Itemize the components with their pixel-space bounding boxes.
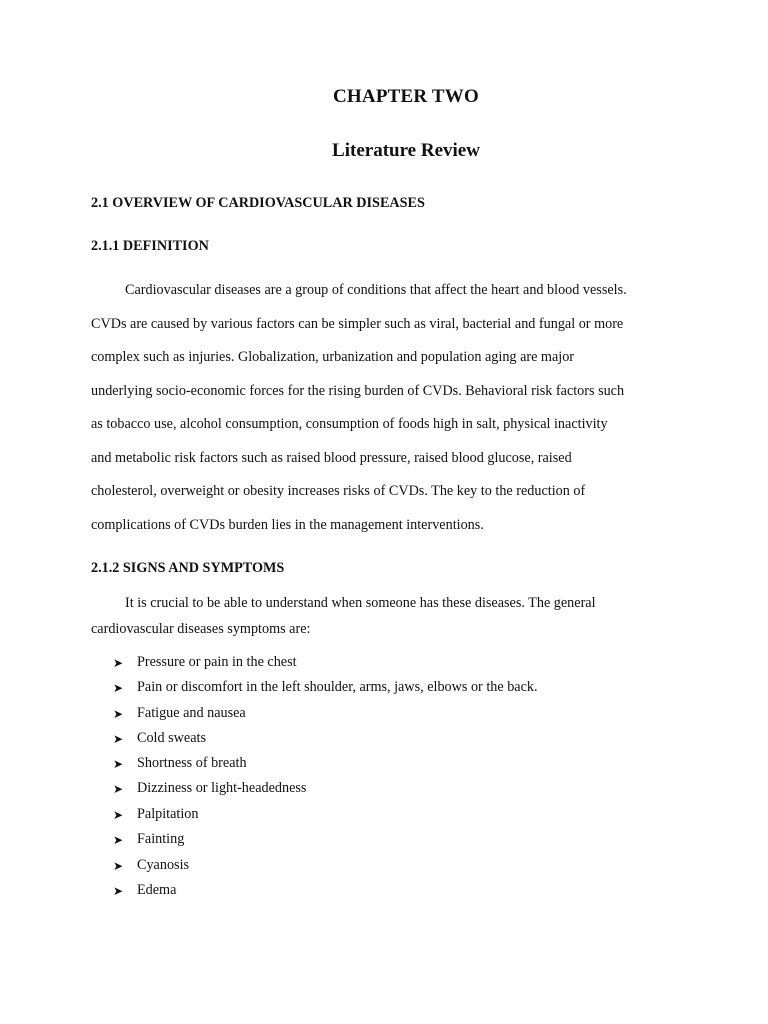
list-item bbox=[113, 857, 189, 874]
arrowhead-bullet-icon: ➤ bbox=[113, 680, 124, 695]
definition-line: CVDs are caused by various factors can be simpler such as viral, bacterial and fungal or more bbox=[91, 316, 624, 332]
arrowhead-bullet-icon: ➤ bbox=[113, 807, 124, 822]
section-title: Literature Review bbox=[332, 140, 480, 161]
definition-line: underlying socio-economic forces for the rising burden of CVDs. Behavioral risk factors such bbox=[91, 383, 625, 399]
list-item-text: Fainting bbox=[137, 831, 185, 847]
signs-intro-line: It is crucial to be able to understand when someone has these diseases. The general bbox=[125, 595, 596, 611]
definition-line: complications of CVDs burden lies in the management interventions. bbox=[91, 517, 484, 533]
list-item bbox=[113, 654, 297, 671]
list-item-text: Pressure or pain in the chest bbox=[137, 654, 297, 670]
signs-heading: 2.1.2 SIGNS AND SYMPTOMS bbox=[91, 560, 285, 576]
arrowhead-bullet-icon: ➤ bbox=[113, 781, 124, 796]
list-item-text: Dizziness or light-headedness bbox=[137, 780, 307, 796]
list-item-text: Fatigue and nausea bbox=[137, 705, 246, 721]
list-item-text: Pain or discomfort in the left shoulder, arms, jaws, elbows or the back. bbox=[137, 679, 538, 695]
definition-line: and metabolic risk factors such as raised blood pressure, raised blood glucose, raised bbox=[91, 450, 572, 466]
definition-line: as tobacco use, alcohol consumption, consumption of foods high in salt, physical inactivity bbox=[91, 416, 608, 432]
list-item bbox=[113, 806, 198, 823]
signs-intro-line: cardiovascular diseases symptoms are: bbox=[91, 621, 311, 637]
definition-line: cholesterol, overweight or obesity increases risks of CVDs. The key to the reduction of bbox=[91, 483, 586, 499]
definition-line: Cardiovascular diseases are a group of conditions that affect the heart and blood vessels. bbox=[125, 282, 627, 298]
chapter-title: CHAPTER TWO bbox=[333, 86, 479, 107]
definition-line: complex such as injuries. Globalization, urbanization and population aging are major bbox=[91, 349, 575, 365]
list-item-text: Cyanosis bbox=[137, 857, 190, 873]
list-item bbox=[113, 755, 247, 772]
list-item bbox=[113, 882, 176, 899]
arrowhead-bullet-icon: ➤ bbox=[113, 883, 124, 898]
list-item-text: Edema bbox=[137, 882, 177, 898]
list-item-text: Shortness of breath bbox=[137, 755, 247, 771]
arrowhead-bullet-icon: ➤ bbox=[113, 655, 124, 670]
list-item-text: Palpitation bbox=[137, 806, 199, 822]
list-item bbox=[113, 705, 246, 722]
definition-heading: 2.1.1 DEFINITION bbox=[91, 238, 209, 254]
list-item bbox=[113, 679, 538, 696]
arrowhead-bullet-icon: ➤ bbox=[113, 832, 124, 847]
list-item-text: Cold sweats bbox=[137, 730, 206, 746]
list-item bbox=[113, 730, 206, 747]
overview-heading: 2.1 OVERVIEW OF CARDIOVASCULAR DISEASES bbox=[91, 195, 425, 211]
arrowhead-bullet-icon: ➤ bbox=[113, 858, 124, 873]
list-item bbox=[113, 780, 306, 797]
arrowhead-bullet-icon: ➤ bbox=[113, 706, 124, 721]
arrowhead-bullet-icon: ➤ bbox=[113, 756, 124, 771]
list-item bbox=[113, 831, 184, 848]
arrowhead-bullet-icon: ➤ bbox=[113, 731, 124, 746]
